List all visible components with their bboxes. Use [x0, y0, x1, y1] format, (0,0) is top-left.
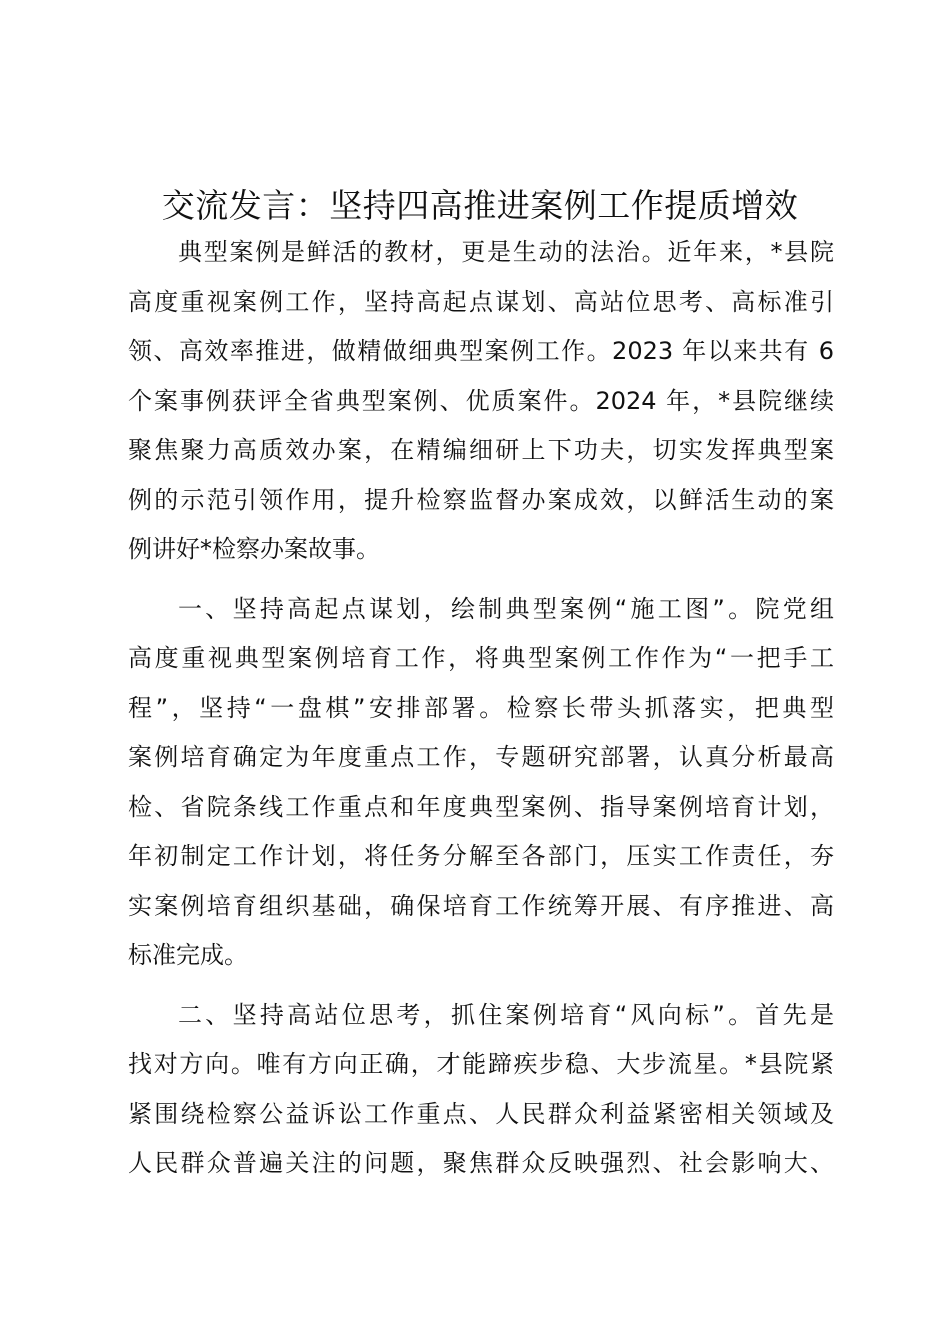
text-line: 年初制定工作计划，将任务分解至各部门，压实工作责任，夯 [128, 842, 834, 870]
text-line: 二、坚持高站位思考，抓住案例培育“风向标”。首先是 [178, 1000, 834, 1029]
text-line: 高度重视典型案例培育工作，将典型案例工作作为“一把手工 [128, 644, 834, 672]
text-line: 紧围绕检察公益诉讼工作重点、人民群众利益紧密相关领域及 [128, 1099, 834, 1128]
text-line: 找对方向。唯有方向正确，才能蹄疾步稳、大步流星。*县院紧 [128, 1050, 834, 1078]
text-line: 典型案例是鲜活的教材，更是生动的法治。近年来，*县院 [178, 238, 834, 266]
text-line: 领、高效率推进，做精做细典型案例工作。2023 年以来共有 6 [128, 337, 834, 365]
text-line: 例的示范引领作用，提升检察监督办案成效，以鲜活生动的案 [128, 485, 834, 514]
text-line: 人民群众普遍关注的问题，聚焦群众反映强烈、社会影响大、 [128, 1149, 834, 1177]
text-line: 实案例培育组织基础，确保培育工作统筹开展、有序推进、高 [128, 891, 834, 920]
paragraph-2 [128, 585, 834, 981]
document-title: 交流发言：坚持四高推进案例工作提质增效 [161, 186, 799, 225]
text-line: 例讲好*检察办案故事。 [128, 535, 380, 563]
text-line: 聚焦聚力高质效办案，在精编细研上下功夫，切实发挥典型案 [128, 436, 834, 464]
paragraph-3 [128, 991, 834, 1189]
document-body [128, 228, 834, 1189]
text-line: 高度重视案例工作，坚持高起点谋划、高站位思考、高标准引 [128, 287, 834, 316]
text-line: 一、坚持高起点谋划，绘制典型案例“施工图”。院党组 [178, 594, 834, 623]
text-line: 案例培育确定为年度重点工作，专题研究部署，认真分析最高 [128, 743, 834, 771]
text-line: 标准完成。 [128, 941, 248, 969]
text-line: 检、省院条线工作重点和年度典型案例、指导案例培育计划， [128, 792, 834, 821]
text-line: 个案事例获评全省典型案例、优质案件。2024 年，*县院继续 [128, 386, 834, 415]
text-line: 程”，坚持“一盘棋”安排部署。检察长带头抓落实，把典型 [128, 693, 834, 722]
paragraph-1 [128, 228, 834, 575]
